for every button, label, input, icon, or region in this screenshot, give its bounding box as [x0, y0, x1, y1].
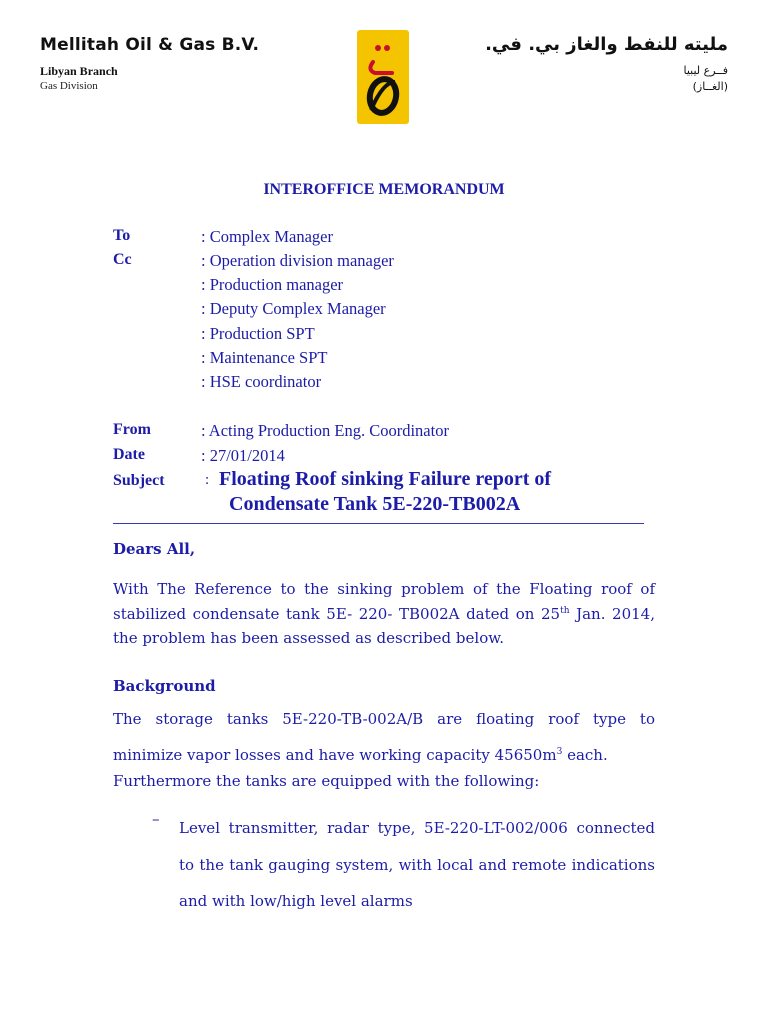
cc-recipient: : Deputy Complex Manager [201, 299, 386, 318]
to-label: To [113, 227, 131, 244]
subject-text [219, 467, 551, 517]
memo-title: INTEROFFICE MEMORANDUM [263, 181, 505, 198]
background-heading: Background [113, 677, 216, 695]
from-label: From [113, 421, 151, 438]
from-value: : Acting Production Eng. Coordinator [201, 421, 449, 440]
branch-name-arabic: فــرع ليبيا [683, 64, 728, 77]
division-name: Gas Division [40, 80, 98, 92]
background-superscript: 3 [556, 747, 563, 757]
intro-superscript: th [560, 605, 570, 616]
to-value: : Complex Manager [201, 227, 333, 246]
cc-recipient: : Maintenance SPT [201, 348, 328, 367]
company-name-english: Mellitah Oil & Gas B.V. [40, 35, 260, 55]
intro-text-end: Jan. 2014, the problem has been assessed as described below. [113, 604, 655, 647]
company-name-arabic: مليته للنفط والغاز بي. في. [485, 34, 728, 55]
subject-colon: : [205, 472, 210, 488]
division-name-arabic: (الغــاز) [692, 80, 728, 93]
cc-recipient: : HSE coordinator [201, 372, 322, 391]
intro-text: With The Reference to the sinking problem of the Floating roof of stabilized condensate tank 5E- 220- TB002A dated on 25 [113, 580, 655, 623]
bullet-dash: – [152, 810, 160, 828]
background-text-end: each. [562, 746, 608, 764]
header-divider [113, 523, 644, 524]
branch-name: Libyan Branch [40, 64, 118, 78]
cc-label: Cc [113, 251, 132, 268]
subject-line-2: Condensate Tank 5E-220-TB002A [229, 493, 521, 515]
cc-recipient: : Production SPT [201, 324, 315, 343]
subject-line-1: Floating Roof sinking Failure report of [219, 468, 552, 490]
cc-recipient: : Operation division manager [201, 251, 394, 270]
list-item: Level transmitter, radar type, 5E-220-LT-002/006 connected to the tank gauging system, with local and remote indications and with low/high level alarms [179, 819, 655, 910]
company-logo-icon [357, 30, 409, 124]
background-text: The storage tanks 5E-220-TB-002A/B are floating roof type to minimize vapor losses and have working capacity 45650m [113, 710, 655, 764]
date-value: : 27/01/2014 [201, 446, 285, 465]
background-paragraph [113, 701, 655, 773]
intro-paragraph [113, 577, 655, 651]
greeting: Dears All, [113, 540, 196, 558]
equipment-intro: Furthermore the tanks are equipped with the following: [113, 772, 540, 790]
cc-recipient: : Production manager [201, 275, 344, 294]
date-label: Date [113, 446, 145, 463]
subject-label: Subject [113, 472, 165, 489]
